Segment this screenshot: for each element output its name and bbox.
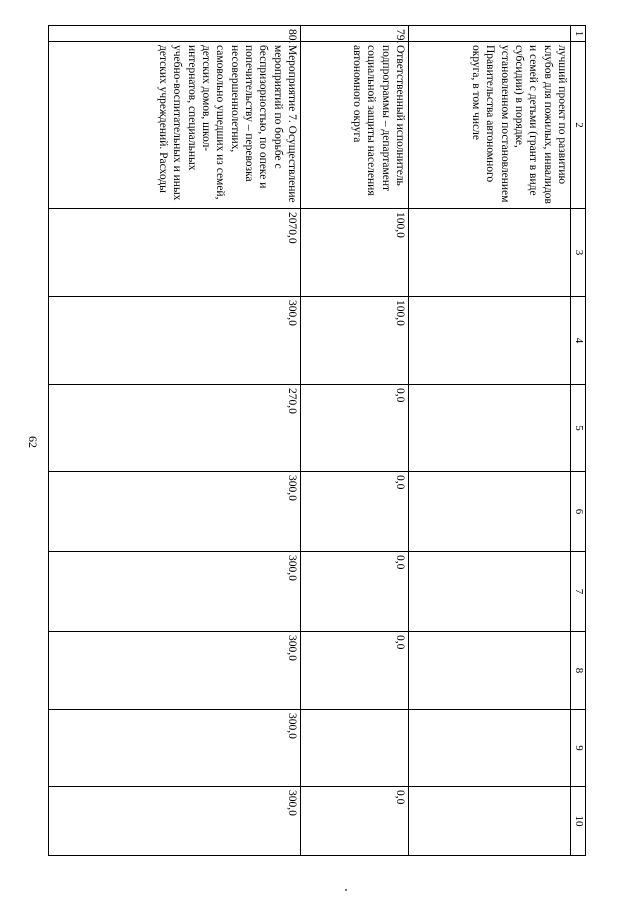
scan-speck xyxy=(345,889,347,891)
column-header: 4 xyxy=(571,297,586,385)
row-description: Ответственный исполнитель подпрограммы – департамент социальной защиты населения автономного округа xyxy=(301,42,409,209)
table-row xyxy=(409,26,571,856)
table-cell xyxy=(301,710,409,787)
table-cell: 0,0 xyxy=(301,787,409,856)
table-cell xyxy=(409,787,571,856)
table-cell xyxy=(409,710,571,787)
row-number: 79. xyxy=(301,26,409,42)
table-cell: 300,0 xyxy=(49,632,301,710)
column-header: 1 xyxy=(571,26,586,42)
row-number: 80. xyxy=(49,26,301,42)
column-header: 7 xyxy=(571,552,586,632)
table-cell xyxy=(409,552,571,632)
table-cell: 100,0 xyxy=(301,209,409,297)
table-cell: 300,0 xyxy=(49,297,301,385)
table-cell: 0,0 xyxy=(301,632,409,710)
header-row xyxy=(571,26,586,856)
table-cell xyxy=(409,297,571,385)
column-header: 2 xyxy=(571,42,586,209)
table-cell: 100,0 xyxy=(301,297,409,385)
table-cell xyxy=(409,632,571,710)
table-cell xyxy=(409,385,571,472)
column-header: 10 xyxy=(571,787,586,856)
table-cell xyxy=(409,472,571,552)
row-number xyxy=(409,26,571,42)
table-cell: 0,0 xyxy=(301,552,409,632)
table-cell: 300,0 xyxy=(49,710,301,787)
table-cell xyxy=(409,209,571,297)
column-header: 9 xyxy=(571,710,586,787)
row-description: Мероприятие 7. Осуществление мероприятий по борьбе с беспризорностью, по опеке и попечительству – перевозка несовершеннолетних, самовольно ушедших из семей, детских домов, школ-интернатов, специальных учебно-воспитательных и иных детских учреждений. Расходы xyxy=(49,42,301,209)
column-header: 5 xyxy=(571,385,586,472)
table-cell: 0,0 xyxy=(301,472,409,552)
table-cell: 2070,0 xyxy=(49,209,301,297)
data-table-container xyxy=(48,25,586,855)
table-cell: 300,0 xyxy=(49,787,301,856)
row-description: лучший проект по развитию клубов для пожилых, инвалидов и семей с детьми (грант в виде субсидии) в порядке, установленном постановлением Правительства автономного округа, в том числе xyxy=(409,42,571,209)
column-header: 3 xyxy=(571,209,586,297)
table-cell: 270,0 xyxy=(49,385,301,472)
table-row xyxy=(301,26,409,856)
table-row xyxy=(49,26,301,856)
column-header: 6 xyxy=(571,472,586,552)
table-cell: 300,0 xyxy=(49,472,301,552)
table-cell: 300,0 xyxy=(49,552,301,632)
data-table xyxy=(48,25,586,856)
table-cell: 0,0 xyxy=(301,385,409,472)
column-header: 8 xyxy=(571,632,586,710)
page-number: 62 xyxy=(26,436,40,448)
